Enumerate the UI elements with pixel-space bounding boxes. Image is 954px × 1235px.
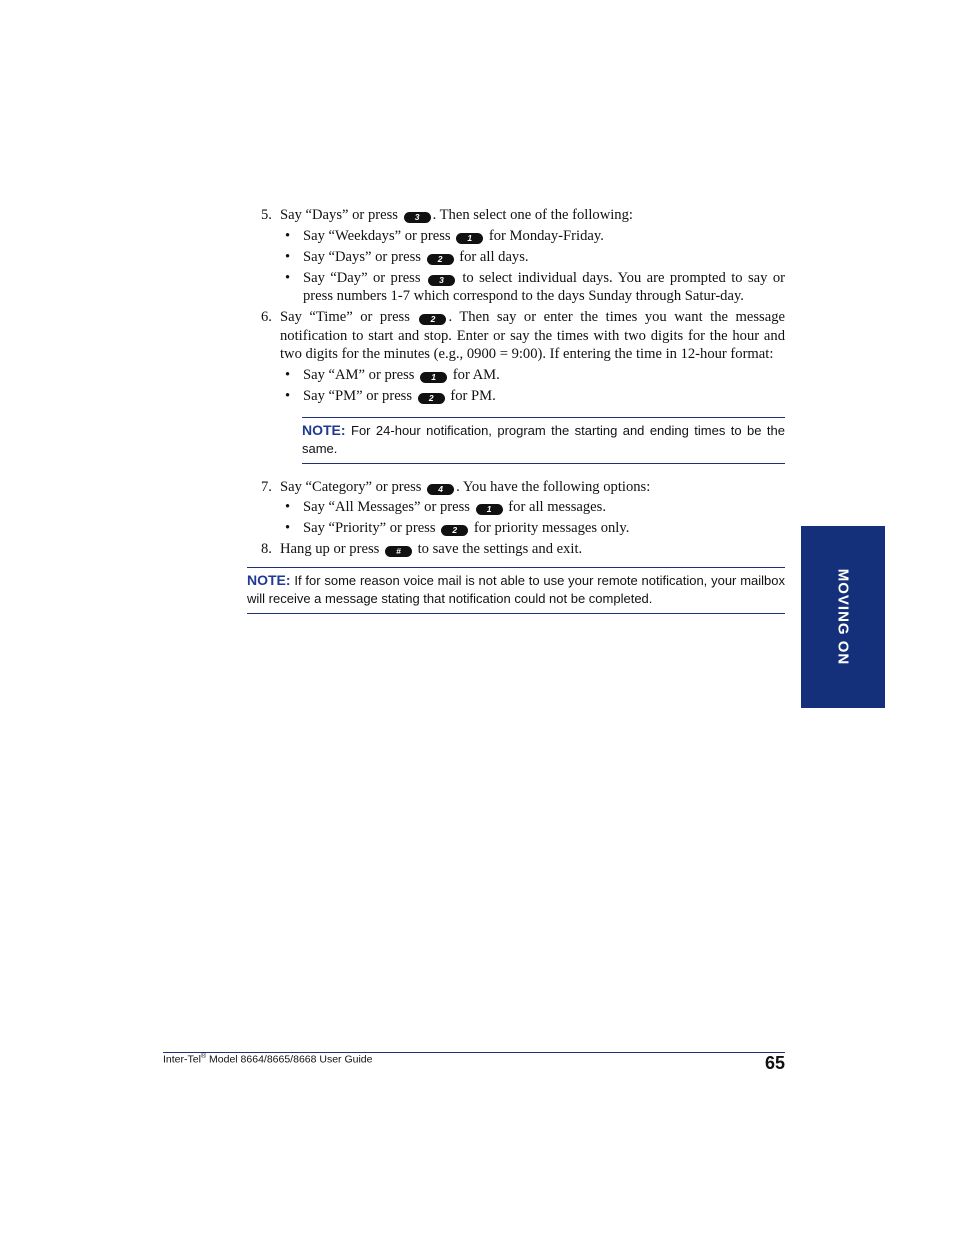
bullet-icon: •: [285, 227, 291, 244]
item-text: Say “AM” or press: [303, 366, 415, 383]
main-content: [247, 206, 785, 614]
step-6: [247, 308, 785, 364]
step-text: to save the settings and exit.: [417, 541, 583, 558]
step-7-options: [247, 498, 785, 538]
keypad-1-icon: 1: [476, 504, 503, 515]
step-text: Say “Category” or press: [280, 478, 422, 495]
item-text: for Monday-Friday.: [488, 227, 604, 244]
keypad-2-icon: 2: [427, 254, 454, 265]
footer-guide-title: Model 8664/8665/8668 User Guide: [209, 1053, 373, 1066]
item-text: to select individual days. You are prompted to say or press numbers 1-7 which correspond to the days Sunday through Satur-day.: [303, 269, 785, 305]
note-text: For 24-hour notification, program the starting and ending times to be the same.: [302, 422, 785, 456]
bullet-icon: •: [285, 269, 291, 286]
step-text: . Then say or enter the times you want the message notification to start and stop. Enter or say the times with two digits for the hour and two digits for the minutes (e.g., 0900 = 9:00). If entering the time in 12-hour format:: [280, 309, 785, 363]
step-text: Hang up or press: [280, 541, 380, 558]
step-number: 8.: [261, 541, 272, 558]
list-item: [247, 248, 785, 267]
item-text: for priority messages only.: [473, 520, 630, 537]
step-8: [247, 540, 785, 559]
step-text: . You have the following options:: [456, 478, 651, 495]
item-text: Say “All Messages” or press: [303, 499, 470, 516]
step-7: [247, 478, 785, 497]
keypad-1-icon: 1: [420, 372, 447, 383]
step-number: 6.: [261, 309, 272, 326]
item-text: for AM.: [452, 366, 500, 383]
step-number: 5.: [261, 207, 272, 223]
item-text: Say “Weekdays” or press: [303, 227, 451, 244]
item-text: Say “Priority” or press: [303, 520, 436, 537]
step-text: Say “Days” or press: [280, 207, 398, 223]
list-item: [247, 269, 785, 306]
bullet-icon: •: [285, 387, 291, 404]
list-item: [247, 519, 785, 538]
bullet-icon: •: [285, 366, 291, 383]
step-5-options: [247, 227, 785, 306]
list-item: [247, 366, 785, 385]
registered-mark: ®: [200, 1053, 207, 1060]
note-label: NOTE:: [302, 421, 346, 438]
step-text: Say “Time” or press: [280, 309, 410, 326]
footer-brand: Inter-Tel: [163, 1053, 201, 1066]
step-number: 7.: [261, 478, 272, 495]
keypad-2-icon: 2: [441, 525, 468, 536]
keypad-3-icon: 3: [428, 275, 455, 286]
section-tab: [801, 526, 885, 708]
list-item: [247, 387, 785, 406]
bullet-icon: •: [285, 499, 291, 516]
bullet-icon: •: [285, 520, 291, 537]
footer-title: [163, 1053, 372, 1066]
note-label: NOTE:: [247, 571, 291, 588]
keypad-1-icon: 1: [456, 233, 483, 244]
step-text: . Then select one of the following:: [432, 207, 633, 223]
step-5: [247, 206, 785, 225]
note-text: If for some reason voice mail is not able to use your remote notification, your mailbox will receive a message stating that notification could not be completed.: [247, 572, 785, 606]
bullet-icon: •: [285, 248, 291, 265]
list-item: [247, 227, 785, 246]
keypad-4-icon: 4: [427, 484, 454, 495]
item-text: Say “PM” or press: [303, 387, 413, 404]
item-text: Say “Days” or press: [303, 248, 421, 265]
item-text: Say “Day” or press: [303, 269, 421, 286]
list-item: [247, 498, 785, 517]
section-tab-label: MOVING ON: [834, 568, 852, 666]
keypad-2-icon: 2: [419, 314, 446, 325]
keypad-pound-icon: #: [385, 546, 412, 557]
page-number: 65: [764, 1053, 785, 1073]
keypad-3-icon: 3: [404, 212, 431, 223]
item-text: for PM.: [450, 387, 496, 404]
item-text: for all days.: [459, 248, 529, 265]
step-6-options: [247, 366, 785, 406]
keypad-2-icon: 2: [418, 393, 445, 404]
item-text: for all messages.: [508, 499, 606, 516]
note-24-hour: [302, 417, 785, 464]
note-remote-notification: [247, 567, 785, 614]
